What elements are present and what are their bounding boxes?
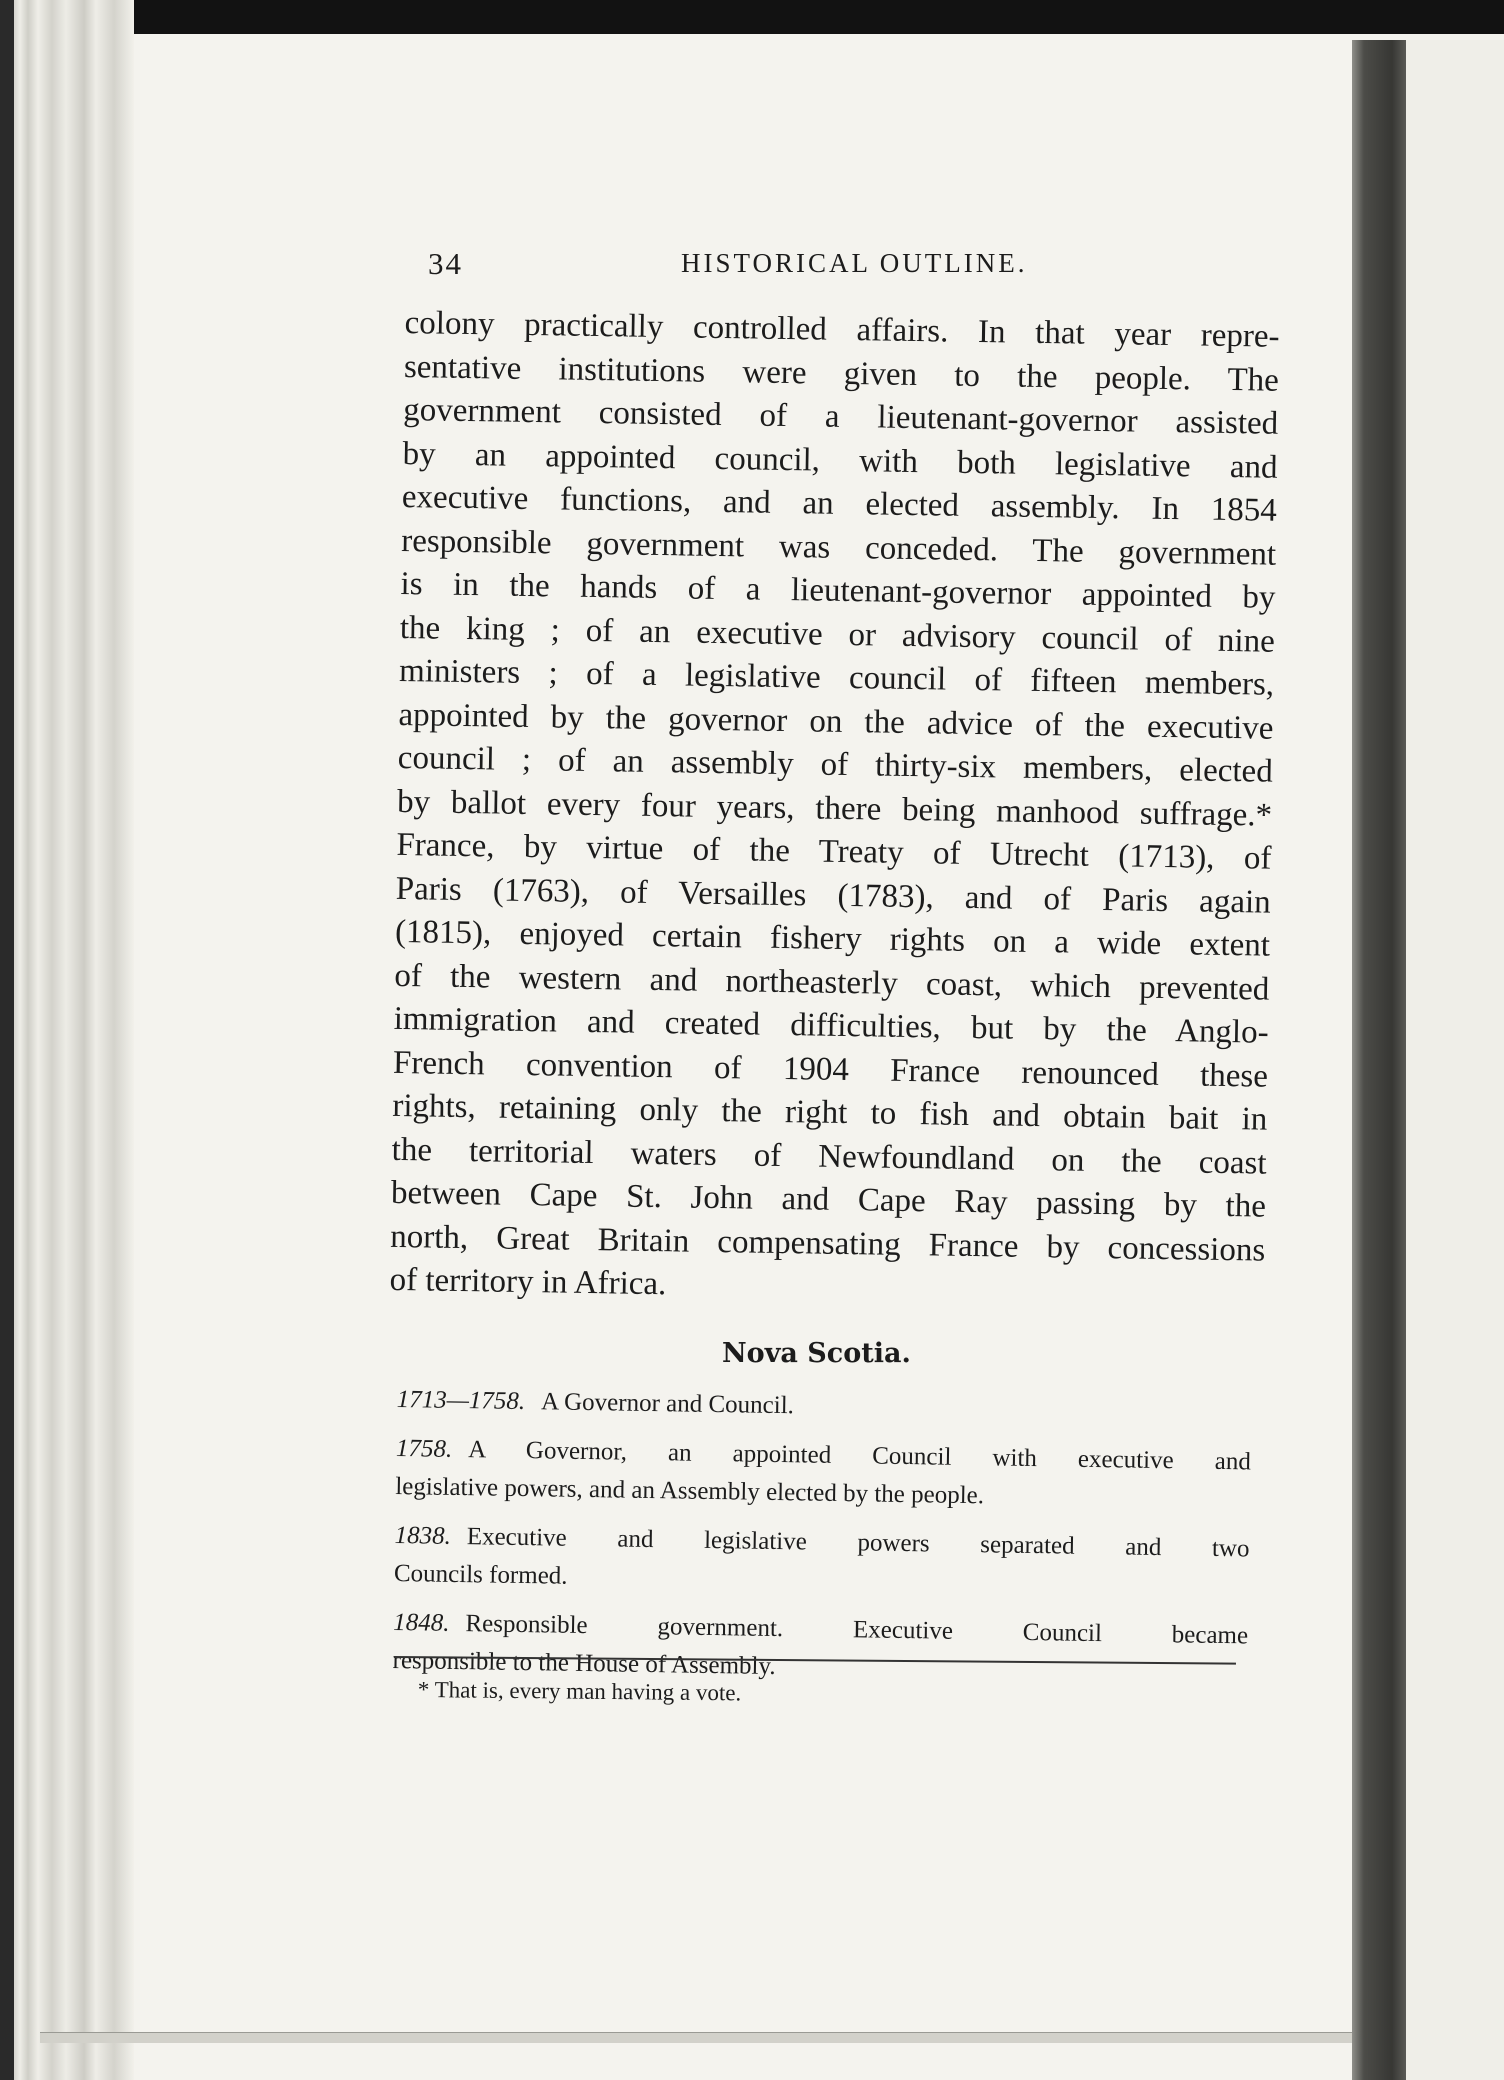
entry-line: legislative powers, and an Assembly elected by the people.: [395, 1472, 985, 1510]
body-line: immigration and created difficulties, but by the Anglo-: [393, 1000, 1269, 1051]
scan-border-top: [0, 0, 1504, 34]
timeline-entry: [394, 1517, 1250, 1606]
body-line: council ; of an assembly of thirty-six members, elected: [397, 739, 1274, 790]
entry-line: responsible to the House of Assembly.: [392, 1646, 776, 1680]
constitutional-timeline: [392, 1381, 1252, 1704]
body-line: of the western and northeasterly coast, which prevented: [394, 957, 1270, 1008]
page-header: [428, 246, 1028, 290]
section-heading: Nova Scotia.: [722, 1338, 911, 1369]
body-line: between Cape St. John and Cape Ray passing by the: [390, 1174, 1267, 1225]
body-line: France, by virtue of the Treaty of Utrecht (1713), of: [396, 826, 1272, 877]
body-line: sentative institutions were given to the people. The: [403, 348, 1280, 399]
body-line: is in the hands of a lieutenant-governor appointed by: [400, 565, 1276, 616]
body-line: colony practically controlled affairs. In that year repre-: [404, 304, 1280, 355]
body-line: appointed by the governor on the advice of the executive: [398, 696, 1274, 747]
page-stack-bottom: [40, 2032, 1370, 2043]
entry-date: 1713—1758.: [396, 1385, 526, 1416]
entry-line: Councils formed.: [393, 1559, 568, 1590]
body-line: responsible government was conceded. The government: [400, 522, 1277, 573]
entry-text: Responsible government. Executive Council became: [465, 1610, 1249, 1650]
body-line: executive functions, and an elected assembly. In 1854: [401, 478, 1278, 529]
entry-text: A Governor and Council.: [540, 1388, 795, 1420]
body-paragraph: [389, 302, 1280, 1316]
body-line: the territorial waters of Newfoundland on the coast: [391, 1131, 1267, 1182]
body-line: by an appointed council, with both legislative and: [402, 435, 1278, 486]
body-line: by ballot every four years, there being manhood suffrage.*: [396, 783, 1273, 834]
entry-date: 1848.: [392, 1608, 450, 1637]
page-number: 34: [428, 246, 463, 281]
footnote: * That is, every man having a vote.: [417, 1677, 742, 1706]
book-spine-shadow: [1352, 40, 1406, 2080]
timeline-entry: [396, 1381, 1251, 1432]
body-line: ministers ; of a legislative council of fifteen members,: [398, 652, 1275, 703]
entry-date: 1838.: [394, 1521, 452, 1550]
entry-text: Executive and legislative powers separated and two: [466, 1523, 1250, 1563]
body-line: (1815), enjoyed certain fishery rights on a wide extent: [394, 913, 1271, 964]
body-line: rights, retaining only the right to fish and obtain bait in: [392, 1087, 1268, 1138]
body-line: Paris (1763), of Versailles (1783), and of Paris again: [395, 870, 1271, 921]
body-line: the king ; of an executive or advisory council of nine: [399, 609, 1276, 660]
entry-line: [396, 1381, 1251, 1432]
entry-date: 1758.: [395, 1434, 453, 1463]
body-line: north, Great Britain compensating France by concessions: [390, 1218, 1266, 1269]
body-line: government consisted of a lieutenant-governor assisted: [403, 391, 1279, 442]
running-title: HISTORICAL OUTLINE.: [681, 248, 1028, 278]
scan-border-left: [0, 0, 14, 2080]
entry-text: A Governor, an appointed Council with executive and: [467, 1436, 1252, 1476]
facing-page-edge: [1406, 40, 1504, 2080]
body-line: of territory in Africa.: [389, 1261, 667, 1303]
page-stack-edges: [14, 0, 134, 2080]
timeline-entry: [395, 1430, 1251, 1519]
body-line: French convention of 1904 France renounced these: [392, 1044, 1269, 1095]
